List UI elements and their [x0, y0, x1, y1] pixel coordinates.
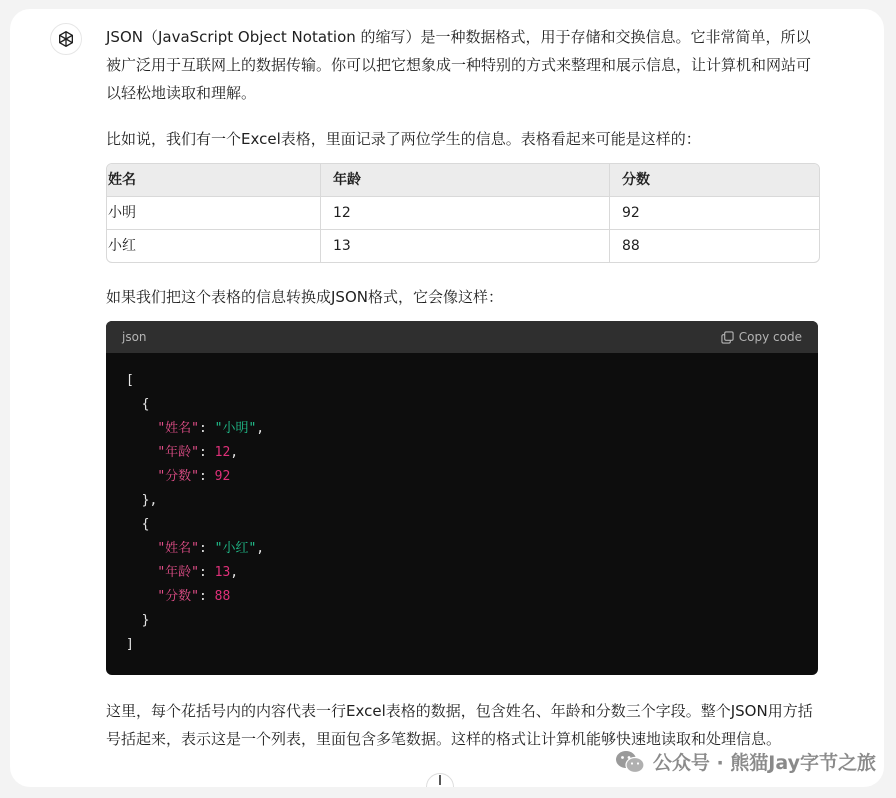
table-row	[107, 197, 819, 230]
code-line: "姓名": "小红",	[157, 541, 265, 556]
wechat-icon	[615, 750, 645, 774]
table-cell: 小红	[107, 230, 321, 263]
copy-icon	[721, 331, 734, 344]
table-cell: 88	[622, 238, 640, 254]
table-cell: 12	[321, 197, 610, 230]
copy-code-button[interactable]	[721, 323, 802, 351]
json-string-value: "小明"	[214, 421, 257, 436]
table-header-cell: 年龄	[321, 164, 610, 197]
watermark	[615, 748, 876, 775]
code-line: [	[126, 373, 134, 388]
json-key: "姓名"	[157, 541, 199, 556]
json-string-value: "小红"	[214, 541, 257, 556]
watermark-text: 公众号 · 熊猫Jay字节之旅	[652, 752, 876, 774]
copy-code-label: Copy code	[738, 330, 802, 344]
json-key: "分数"	[157, 469, 199, 484]
conversion-paragraph: 如果我们把这个表格的信息转换成JSON格式，它会像这样：	[106, 288, 503, 306]
table-header-cell: 姓名	[107, 164, 321, 197]
json-key: "姓名"	[157, 421, 199, 436]
table-header-row	[107, 164, 819, 197]
student-table	[106, 163, 820, 263]
code-line: ]	[126, 637, 134, 652]
code-header	[106, 321, 818, 353]
json-number-value: 13	[214, 565, 231, 580]
code-body	[106, 353, 818, 675]
code-line: "年龄": 13,	[157, 565, 239, 580]
code-line: {	[141, 517, 150, 532]
code-line: "分数": 88	[157, 589, 231, 604]
table-row	[107, 230, 819, 263]
code-line: "分数": 92	[157, 469, 231, 484]
json-number-value: 92	[214, 469, 231, 484]
table-cell: 小明	[107, 197, 321, 230]
code-line: },	[141, 493, 158, 508]
chat-message-card	[10, 9, 884, 787]
code-line: {	[141, 397, 150, 412]
assistant-message	[106, 23, 818, 753]
table-header-cell: 分数	[610, 164, 820, 197]
openai-logo-icon	[56, 29, 76, 49]
json-key: "分数"	[157, 589, 199, 604]
scroll-down-button[interactable]	[426, 773, 454, 787]
assistant-avatar	[50, 23, 82, 55]
json-key: "年龄"	[157, 445, 199, 460]
table-cell: 92	[610, 197, 820, 230]
code-language-label: json	[122, 330, 147, 344]
json-number-value: 88	[214, 589, 231, 604]
json-number-value: 12	[214, 445, 231, 460]
explanation-paragraph: 这里，每个花括号内的内容代表一行Excel表格的数据，包含姓名、年龄和分数三个字段。整个JSON用方括号括起来，表示这是一个列表，里面包含多笔数据。这样的格式让计算机能够快速地读取和处理信息。	[106, 702, 813, 748]
code-block	[106, 321, 818, 675]
code-line: "年龄": 12,	[157, 445, 239, 460]
json-key: "年龄"	[157, 565, 199, 580]
code-line: }	[141, 613, 150, 628]
table-cell: 13	[321, 230, 610, 263]
code-line: "姓名": "小明",	[157, 421, 265, 436]
intro-paragraph: JSON（JavaScript Object Notation 的缩写）是一种数据格式，用于存储和交换信息。它非常简单，所以被广泛用于互联网上的数据传输。你可以把它想象成一种特别的方式来整理和展示信息，让计算机和网站可以轻松地读取和理解。	[106, 28, 812, 102]
arrow-down-icon	[434, 774, 446, 786]
example-paragraph: 比如说，我们有一个Excel表格，里面记录了两位学生的信息。表格看起来可能是这样的：	[106, 130, 701, 148]
